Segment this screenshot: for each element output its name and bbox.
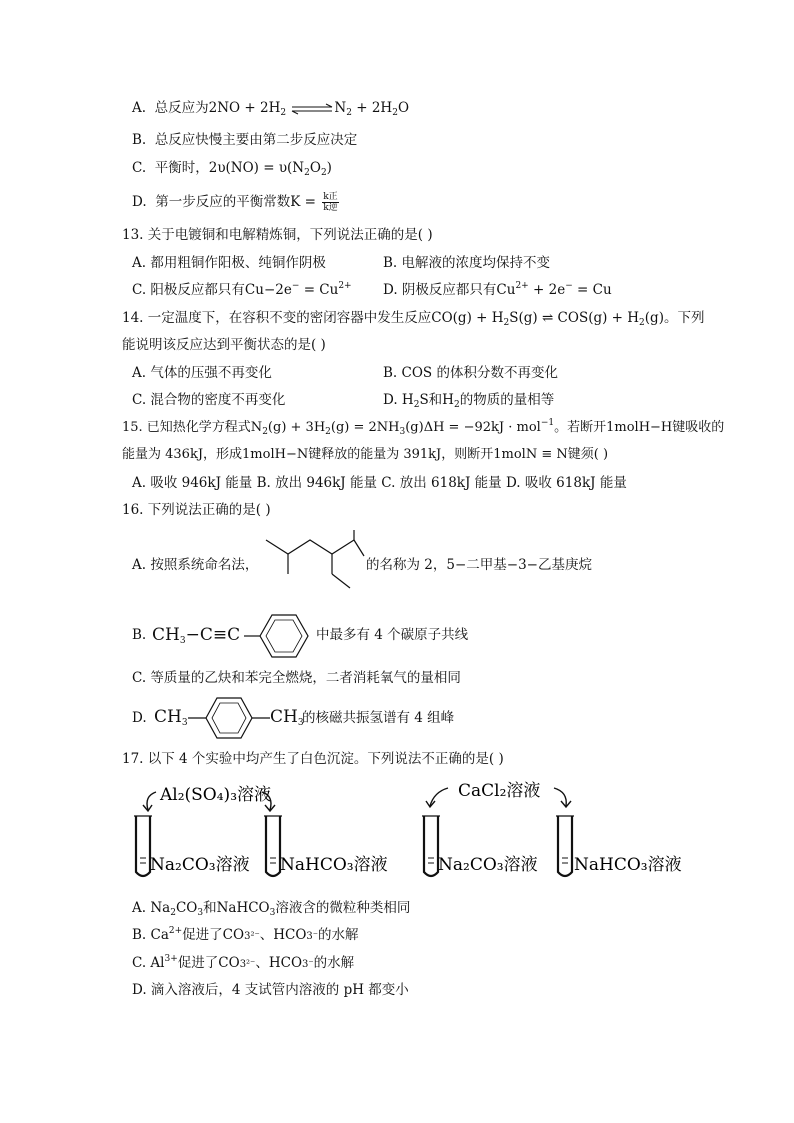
q13-option-b: B. 电解液的浓度均保持不变 — [383, 255, 551, 271]
drop-arrow-1 — [147, 792, 156, 810]
q16-option-d-left: $CH_3$ — [154, 707, 188, 728]
q14-option-a: A. 气体的压强不再变化 — [132, 365, 272, 381]
q16-option-b-text: 中最多有 4 个碳原子共线 — [316, 627, 469, 643]
q16-option-d-text: 的核磁共振氢谱有 4 组峰 — [302, 710, 455, 726]
para-xylene-ring-icon — [186, 694, 272, 744]
rate-constant-fraction: $\frac{\text{k正}}{\text{k逆}}$ — [323, 192, 338, 213]
q12-option-d: D. 第一步反应的平衡常数K = $\frac{\text{k正}}{\text{k逆}}$ — [132, 192, 338, 213]
q16-option-b-label: B. — [132, 627, 147, 643]
q14-stem-line1: 14. 一定温度下，在容积不变的密闭容器中发生反应$CO(g) + H_2S(g)$ ⇌ $COS(g) + H_2(g)$。下列 — [122, 310, 705, 328]
q17-option-b: B. $Ca^{2+}$促进了CO3²⁻、HCO3⁻的水解 — [132, 926, 359, 943]
drop-arrow-4 — [554, 788, 566, 806]
q17-option-d: D. 滴入溶液后，4 支试管内溶液的 pH 都变小 — [132, 982, 409, 998]
q14-option-d: D. $H_2S$和$H_2$的物质的量相等 — [383, 392, 555, 410]
q17-option-c: C. $Al^{3+}$促进了CO3²⁻、HCO3⁻的水解 — [132, 954, 355, 971]
q13-stem: 13. 关于电镀铜和电解精炼铜，下列说法正确的是( ) — [122, 227, 433, 243]
q16-option-c: C. 等质量的乙炔和苯完全燃烧，二者消耗氧气的量相同 — [132, 670, 461, 686]
q16-option-a-text: 的名称为 2，5−二甲基−3−乙基庚烷 — [366, 557, 592, 573]
q12-option-b: B. 总反应快慢主要由第二步反应决定 — [132, 132, 358, 148]
q15-options: A. 吸收 946kJ 能量 B. 放出 946kJ 能量 C. 放出 618kJ 能量 D. 吸收 618kJ 能量 — [132, 475, 627, 491]
tube-label-3: Na₂CO₃溶液 — [438, 855, 538, 875]
q12-option-a: A. 总反应为$2NO + 2H_2$ $N_2 + 2H_2O$ — [132, 100, 410, 118]
q12-option-c: C. 平衡时，$2\upsilon(NO) = \upsilon(N_2O_2)$ — [132, 160, 332, 178]
q13-option-c: C. 阳极反应都只有$Cu-2e^- = Cu^{2+}$ — [132, 281, 352, 298]
q16-stem: 16. 下列说法正确的是( ) — [122, 502, 271, 518]
test-tube-4 — [556, 816, 574, 876]
reagent-label-left: Al₂(SO₄)₃溶液 — [160, 785, 272, 805]
equilibrium-arrow-icon — [290, 103, 334, 115]
q14-option-b: B. COS 的体积分数不再变化 — [383, 365, 558, 381]
q17-stem: 17. 以下 4 个实验中均产生了白色沉淀。下列说法不正确的是( ) — [122, 751, 504, 767]
q16-option-d-right: $CH_3$ — [270, 707, 304, 728]
q15-stem-line2: 能量为 436kJ，形成1molH−N键释放的能量为 391kJ，则断开1molN ≡ N键须( ) — [122, 447, 609, 462]
skeletal-formula-heptane — [262, 528, 366, 596]
q13-option-d: D. 阴极反应都只有$Cu^{2+} + 2e^- = Cu$ — [383, 281, 612, 298]
q16-option-a-prefix: A. 按照系统命名法， — [132, 557, 259, 573]
tube-label-1: Na₂CO₃溶液 — [150, 855, 250, 875]
q17-experiment-figure — [126, 774, 696, 886]
q13-option-a: A. 都用粗铜作阳极、纯铜作阴极 — [132, 255, 326, 271]
q17-option-a: A. $Na_2CO_3$和NaHCO$_3$溶液含的微粒种类相同 — [132, 900, 411, 918]
reagent-label-right: CaCl₂溶液 — [458, 781, 541, 801]
q16-option-d-label: D. — [132, 710, 147, 726]
q14-option-c: C. 混合物的密度不再变化 — [132, 392, 286, 408]
tube-label-4: NaHCO₃溶液 — [574, 855, 682, 875]
benzene-ring-icon — [244, 610, 316, 662]
q14-stem-line2: 能说明该反应达到平衡状态的是( ) — [122, 337, 326, 353]
q15-stem-line1: 15. 已知热化学方程式$N_2(g) + 3H_2(g) = 2NH_3(g)\Delta H = -92kJ \cdot mol^{-1}$。若断开1molH−H键吸收的 — [122, 418, 725, 437]
q16-option-b-formula: $CH_3-C\equiv C$ — [152, 625, 241, 646]
tube-label-2: NaHCO₃溶液 — [280, 855, 388, 875]
